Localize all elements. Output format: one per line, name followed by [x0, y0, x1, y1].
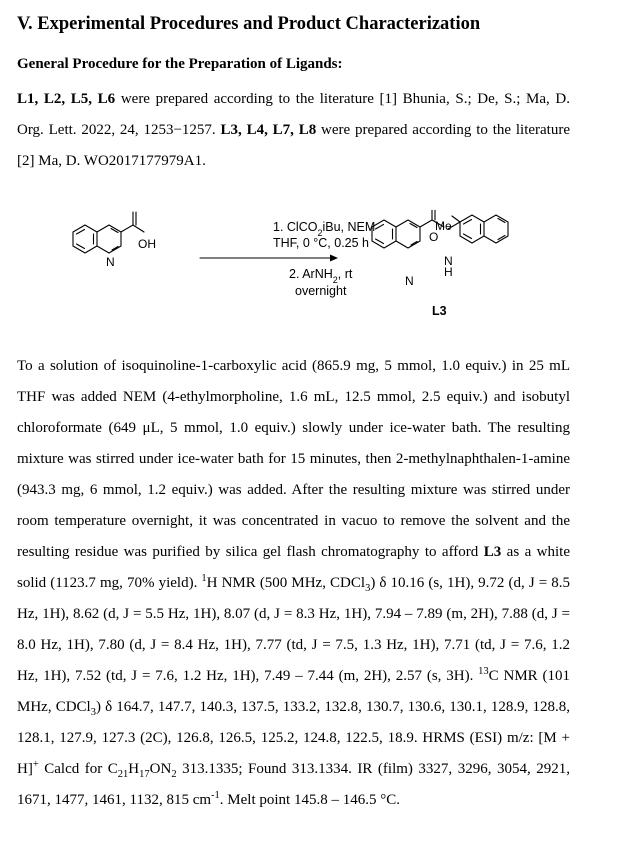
amide-h-label: H	[444, 265, 453, 279]
condition-step2-time: overnight	[295, 284, 347, 298]
condition-step2: 2. ArNH$_2$, rt	[289, 267, 353, 285]
carbonyl-oxygen-label: O	[429, 230, 439, 244]
condition-step1: 1. ClCO$_2$iBu, NEM	[273, 220, 376, 238]
compound-label: L3	[432, 304, 447, 318]
compound-ref: L3	[483, 544, 502, 560]
procedure-heading: General Procedure for the Preparation of Ligands:	[17, 56, 343, 72]
condition-step1-details: THF, 0 °C, 0.25 h	[273, 236, 370, 250]
ligand-list-b: L3, L4, L7, L8	[220, 122, 317, 138]
procedure-paragraph: To a solution of isoquinoline-1-carboxylic acid (865.9 mg, 5 mmol, 1.0 equiv.) in 25 mL THF was added NEM (4-ethylmorpholine, 1.6 mL, 12.5 mmol, 2.5 equiv.) and isobutyl chloroformate (649 μL, 5 mmol, 1.0 equiv.) slowly under ice-water bath. The resulting mixture was stirred under ice-water bath for 15 minutes, then 2-methylnaphthalen-1-amine (943.3 mg, 6 mmol, 1.2 equiv.) was added. After the resulting mixture was stirred under room temperature overnight, it was concentrated in vacuo to remove the solvent and the resulting residue was purified by silica gel flash chromatography to afford L3 as a white solid (1123.7 mg, 70% yield). $^1$H NMR (500 MHz, CDCl$_3$) δ 10.16 (s, 1H), 9.72 (d, J = 8.5 Hz, 1H), 8.62 (d, J = 5.5 Hz, 1H), 8.07 (d, J = 8.3 Hz, 1H), 7.94 – 7.89 (m, 2H), 7.88 (d, J = 8.0 Hz, 1H), 7.80 (d, J = 8.4 Hz, 1H), 7.77 (td, J = 7.5, 1.3 Hz, 1H), 7.71 (td, J = 7.6, 1.2 Hz, 1H), 7.52 (td, J = 7.6, 1.2 Hz, 1H), 7.49 – 7.44 (m, 2H), 2.57 (s, 3H). $^{13}$C NMR (101 MHz, CDCl$_3$) δ 164.7, 147.7, 140.3, 137.5, 133.2, 132.8, 130.7, 130.6, 130.1, 128.9, 128.8, 128.1, 127.9, 127.3 (2C), 126.8, 126.5, 125.2, 124.8, 122.5, 18.9. HRMS (ESI) m/z: [M + H]+ Calcd for $C_{21}H_{17}ON_2$ 313.1335; Found 313.1334. IR (film) 3327, 3296, 3054, 2921, 1671, 1477, 1461, 1132, 815 $cm^{-1}$. Melt point 145.8 – 146.5 °C.	[17, 358, 571, 808]
hydroxyl-label: OH	[138, 237, 156, 251]
reaction-scheme	[60, 210, 580, 325]
section-title: V. Experimental Procedures and Product Characterization	[17, 14, 481, 34]
nitrogen-label: N	[106, 255, 115, 269]
methyl-label: Me	[435, 219, 452, 233]
intro-paragraph	[17, 84, 570, 177]
intro-text-b: were prepared according to the literature [2] Ma, D. WO2017177979A1.	[17, 122, 570, 169]
product-nitrogen-label: N	[405, 274, 414, 288]
intro-text-a: were prepared according to the literature [1] Bhunia, S.; De, S.; Ma, D. Org. Lett. 2022, 24, 1253−1257.	[17, 91, 570, 138]
ligand-list-a: L1, L2, L5, L6	[17, 91, 116, 107]
starting-material-structure	[73, 212, 144, 253]
amide-n-label: N	[444, 254, 453, 268]
